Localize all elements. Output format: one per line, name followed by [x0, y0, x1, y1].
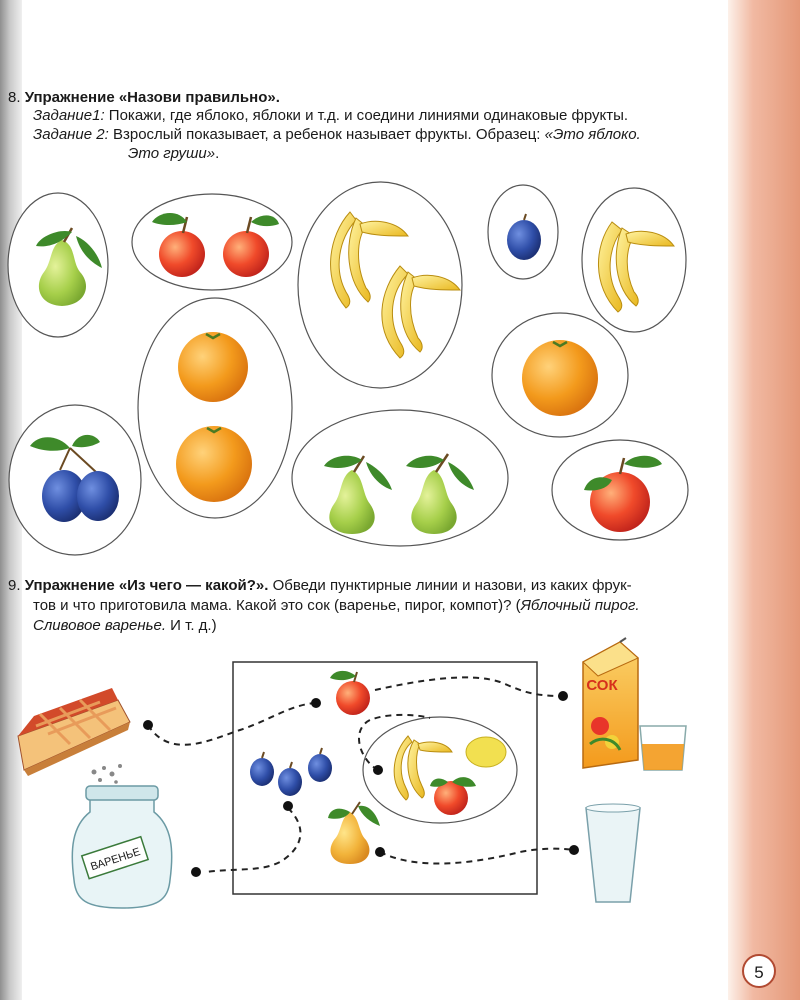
oval-apples-two — [132, 194, 292, 290]
juice-box-label: СОК — [586, 677, 618, 694]
oval-banana-single — [582, 188, 686, 332]
plum-icon — [250, 748, 332, 796]
orange-icon — [176, 426, 252, 502]
task-2-example-1: «Это яблоко. — [544, 126, 641, 143]
task-2-text: Взрослый показывает, а ребенок называет фрукты. Образец: — [108, 126, 545, 143]
apple-icon — [330, 671, 370, 715]
lemon-icon — [466, 737, 506, 767]
exercise-8-title: Упражнение «Назови правильно». — [24, 89, 280, 106]
empty-glass-icon — [586, 804, 640, 902]
exercise-9-text-1: Обведи пунктирные линии и назови, из каких фрук- — [268, 577, 632, 594]
jam-jar-label: ВАРЕНЬЕ — [89, 845, 142, 874]
page-number: 5 — [742, 954, 776, 988]
orange-icon — [178, 332, 248, 402]
exercise-9-example-1: Яблочный пирог. — [520, 597, 640, 614]
exercise-8-number: 8. — [8, 89, 21, 106]
exercise-9-example-2: Сливовое варенье. — [33, 617, 167, 634]
orange-icon — [522, 340, 598, 416]
juice-glass-icon — [640, 726, 686, 770]
task-2-label: Задание 2: — [33, 126, 109, 143]
task-1-label: Задание1: — [33, 107, 105, 124]
oval-pears-two — [292, 410, 508, 546]
task-2-end: . — [215, 145, 220, 162]
task-2-example-2: Это груши» — [128, 145, 216, 162]
jam-jar-icon — [72, 786, 171, 908]
exercise-9-text-3: И т. д.) — [166, 617, 217, 634]
exercise-9-title: Упражнение «Из чего — какой?». — [24, 577, 269, 594]
path-pie-apple — [148, 703, 315, 745]
path-plums-jar — [206, 808, 300, 872]
path-apple-juice — [375, 677, 562, 696]
pie-icon — [18, 688, 130, 776]
crumbs — [92, 764, 123, 784]
pear-icon — [328, 802, 380, 864]
exercise-9-text-2: тов и что приготовила мама. Какой это сок (варенье, пирог, компот)? ( — [33, 597, 521, 614]
task-1-text: Покажи, где яблоко, яблоки и т.д. и соедини линиями одинаковые фрукты. — [104, 107, 629, 124]
exercise-9-number: 9. — [8, 577, 21, 594]
juice-box-icon — [583, 638, 638, 768]
path-pear-glass — [380, 849, 574, 864]
